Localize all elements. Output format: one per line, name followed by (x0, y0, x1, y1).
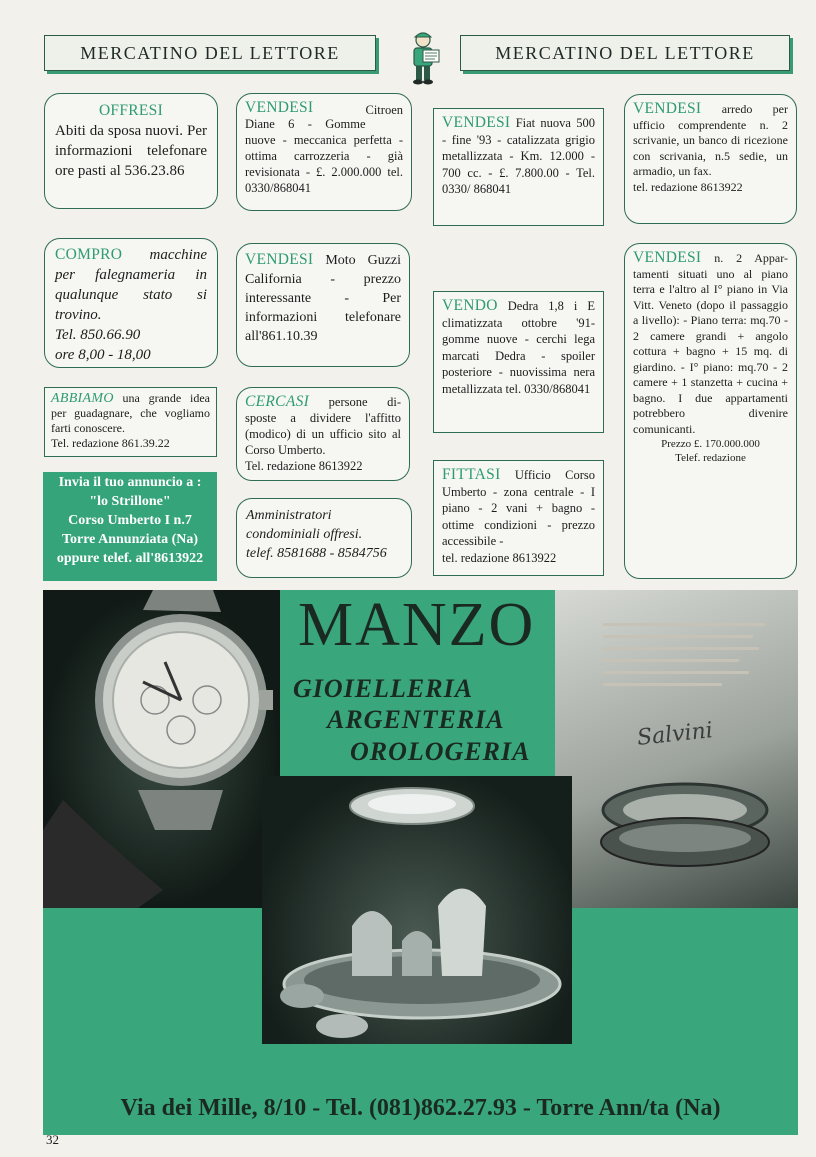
ad-body: sposte a dividere l'affitto (modico) di un ufficio sito al Corso Umberto. (245, 411, 401, 457)
ad-body: Abiti da sposa nuovi. Per informazioni telefonare ore pasti al 536.23.86 (55, 123, 207, 179)
newsboy-mascot-icon (404, 30, 442, 86)
ad-price: Prezzo £. 170.000.000 (661, 438, 760, 450)
submit-notice (43, 472, 217, 581)
ad-heading-rest: Moto Guzzi (325, 253, 402, 268)
submit-line: oppure telef. all'8613922 (56, 551, 204, 566)
ad-vendo-dedra (433, 291, 604, 433)
ad-phone: tel. redazione 8613922 (442, 550, 557, 565)
ad-vendesi-fiat-500 (433, 108, 604, 226)
ad-heading: VENDESI (633, 249, 702, 266)
ad-vendesi-arredo (624, 94, 797, 224)
ad-heading: VENDESI (633, 100, 702, 117)
ad-heading-rest: Dedra 1,8 i E (507, 299, 595, 313)
ad-heading: VENDESI (442, 114, 511, 131)
brand-name: MANZO (298, 591, 536, 659)
ad-abbiamo (44, 387, 217, 457)
ad-heading-rest: una grande (122, 391, 182, 405)
ad-body: Diane 6 - Gomme nuove - meccanica perfetta - ottima carrozzeria - già revisionata - £. 2.000.000 tel. 0330/868041 (245, 117, 403, 195)
bracelet-photo (555, 590, 798, 908)
brand-line-argenteria: ARGENTERIA (327, 705, 505, 734)
advert-address: Via dei Mille, 8/10 - Tel. (081)862.27.93 - Torre Ann/ta (Na) (120, 1095, 721, 1121)
silver-set-icon (262, 776, 572, 1044)
ad-heading-rest: persone di- (328, 395, 402, 409)
submit-line: "lo Strillone" (89, 494, 171, 509)
submit-line: Corso Umberto I n.7 (68, 513, 192, 528)
brand-line-gioielleria: GIOIELLERIA (293, 674, 474, 703)
silverware-photo (262, 776, 572, 1044)
ad-heading: OFFRESI (98, 102, 164, 119)
ad-heading-rest: Citroen (365, 103, 403, 117)
ad-body: climatizzata ottobre '91- gomme nuove - cerchi lega marcati Dedra - spoiler posteriore - nuovissima nera metallizzata tel. 0330/868041 (442, 315, 595, 396)
ad-phone: telef. 8581688 - 8584756 (246, 546, 387, 561)
ad-body: idea per guadagnare, che vogliamo farti conoscere. (51, 391, 211, 435)
submit-line: Invia il tuo annuncio a : (58, 475, 202, 490)
bracelet-icon (585, 750, 785, 890)
ad-heading-rest: Fiat nuova (515, 116, 571, 130)
ad-compro (44, 238, 218, 368)
ad-vendesi-appartamenti (624, 243, 797, 579)
submit-line: Torre Annunziata (Na) (61, 532, 199, 547)
ad-body: Amministratori condominiali offresi. (246, 508, 363, 542)
brand-line-orologeria: OROLOGERIA (350, 737, 531, 766)
ad-cercasi (236, 387, 410, 481)
ad-body: 500 - fine '93 - catalizzata grigio metallizzata - Km. 12.000 - 700 cc. - £. 7.800.00 - Tel. 0330/ 868041 (442, 116, 595, 196)
ad-heading: VENDESI (245, 99, 314, 116)
ad-phone: tel. redazione 8613922 (633, 179, 743, 194)
ad-heading: ABBIAMO (51, 391, 114, 406)
manzo-advertisement (43, 590, 798, 1135)
ad-heading-rest: arredo per (721, 102, 788, 116)
ad-vendesi-citroen (236, 93, 412, 211)
ad-phone: Tel. redazione 861.39.22 (51, 436, 170, 450)
ad-vendesi-moto-guzzi (236, 243, 410, 367)
ad-heading: FITTASI (442, 466, 501, 483)
ad-hours: ore 8,00 - 18,00 (55, 347, 151, 363)
section-header-left: MERCATINO DEL LETTORE (44, 35, 376, 71)
watch-photo (43, 590, 280, 908)
ad-fittasi (433, 460, 604, 576)
ad-offresi (44, 93, 218, 209)
ad-body: per falegnameria in qualunque stato si trovino. (55, 267, 207, 323)
ad-phone: Tel. 850.66.90 (55, 327, 141, 343)
ad-heading: VENDESI (245, 251, 314, 268)
ad-body: ufficio comprendente n. 2 scrivanie, un banco di ricezione con scrivania, n.5 sedie, un armadio, un fax. (633, 117, 788, 178)
section-header-right: MERCATINO DEL LETTORE (460, 35, 790, 71)
ad-body: tamenti situati uno al piano terra e l'altro al I° piano in Via Vitt. Veneto (dopo il passaggio a livello): - Piano terra: mq.70 - 2 camere grandi + angolo cottura + bagno + 15 mq. di giardino. - I° piano: mq.70 - 2 camere + 1 stanzetta + cucina + bagno. I due appartamenti potrebbero divenire comunicanti. (633, 266, 788, 436)
ad-amministratori (236, 498, 412, 578)
ad-heading: COMPRO (55, 246, 123, 263)
ad-heading-rest: macchine (149, 247, 207, 263)
ad-phone: Telef. redazione (675, 452, 746, 464)
ad-body: Umberto - zona centrale - I piano - 2 vani + bagno - ottime condizioni - prezzo accessibile - (442, 484, 595, 548)
ad-body: California - prezzo interessante - Per informazioni telefonare all'861.10.39 (245, 272, 401, 344)
signature-logo: Salvini (635, 718, 715, 751)
ad-heading-rest: n. 2 Appar- (714, 251, 788, 265)
watch-icon (43, 590, 280, 908)
ad-heading-rest: Ufficio Corso (514, 468, 595, 482)
page-number: 32 (46, 1132, 59, 1147)
ad-heading: VENDO (442, 297, 498, 314)
ad-phone: Tel. redazione 8613922 (245, 459, 363, 473)
ad-heading: CERCASI (245, 393, 310, 410)
